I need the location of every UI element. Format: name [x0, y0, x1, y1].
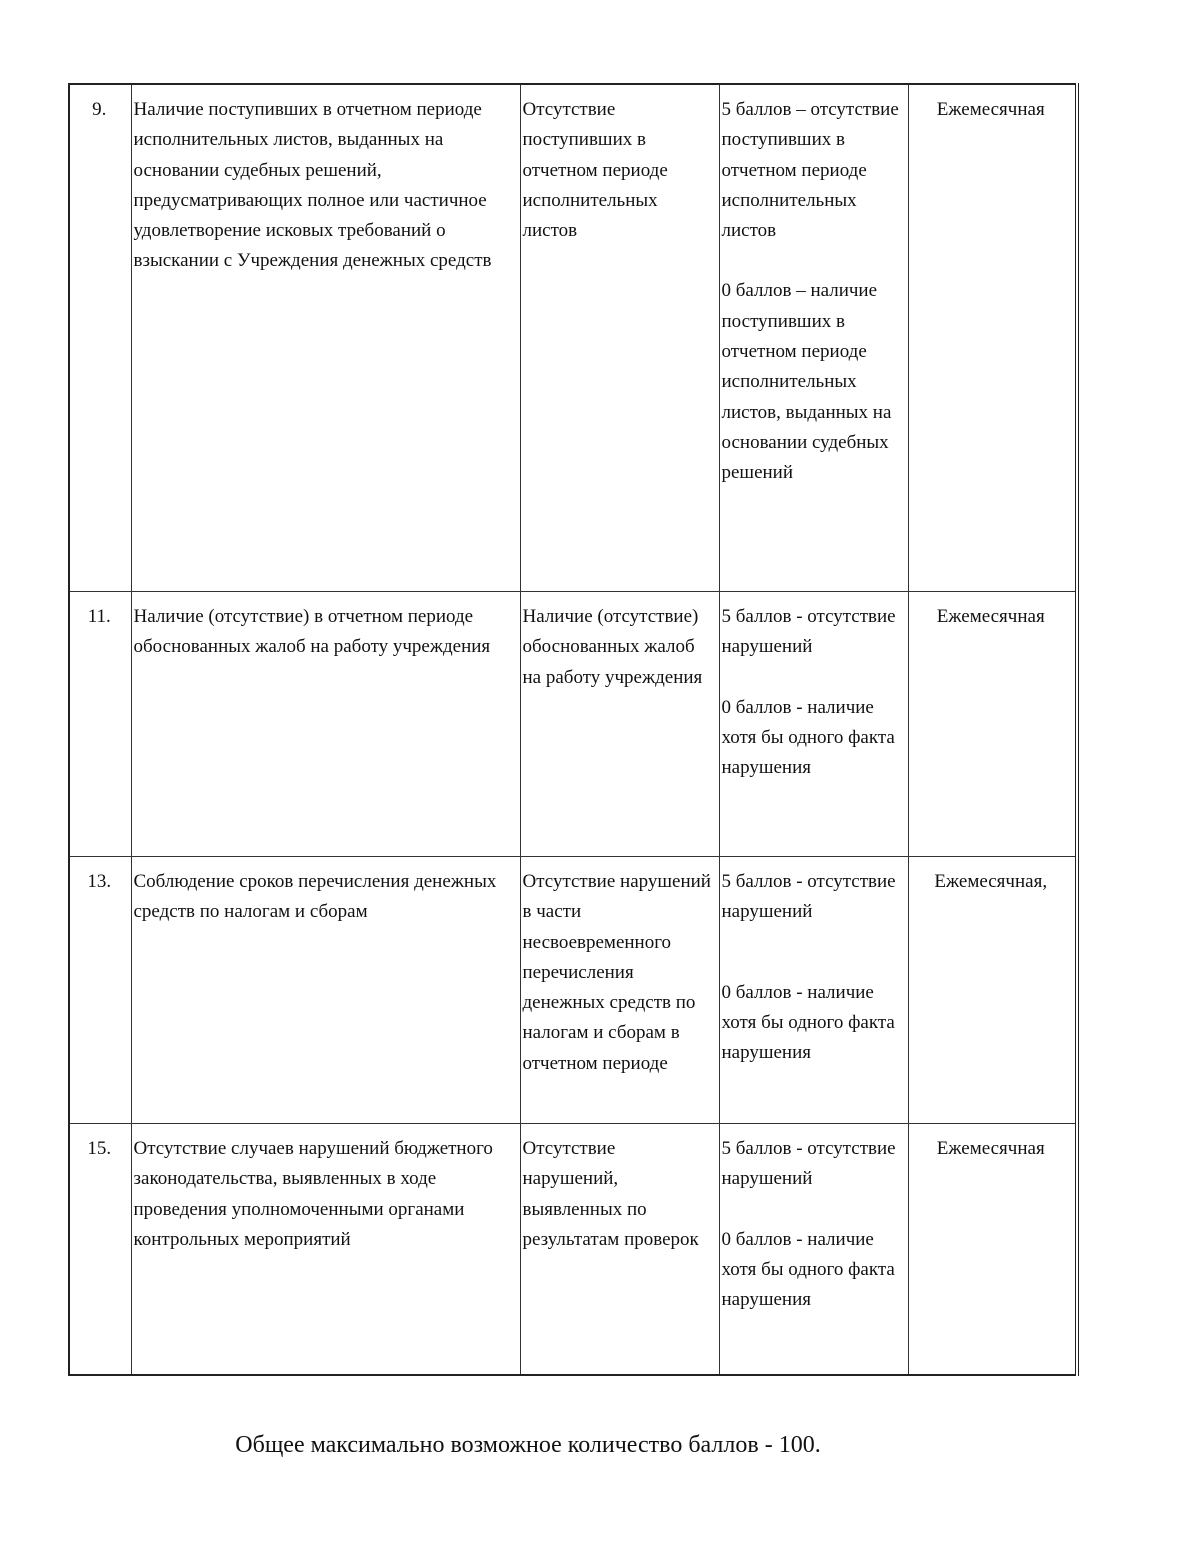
criterion-score [719, 857, 908, 1124]
score-max: 5 баллов - отсутствие нарушений [721, 1138, 896, 1190]
criterion-frequency: Ежемесячная [908, 1124, 1077, 1376]
table-row [69, 592, 1077, 857]
criterion-name: Соблюдение сроков перечисления денежных средств по налогам и сборам [131, 857, 520, 1124]
row-number: 9. [69, 84, 131, 592]
table-row [69, 84, 1077, 592]
score-min: 0 баллов - наличие хотя бы одного факта нарушения [721, 1228, 895, 1311]
table-row [69, 1124, 1077, 1376]
table-row [69, 857, 1077, 1124]
criterion-frequency: Ежемесячная [908, 592, 1077, 857]
criterion-frequency: Ежемесячная, [908, 857, 1077, 1124]
score-max: 5 баллов - отсутствие нарушений [721, 871, 896, 923]
row-number: 11. [69, 592, 131, 857]
criterion-score [719, 1124, 908, 1376]
criterion-description: Отсутствие нарушений в части несвоевременного перечисления денежных средств по налогам и сборам в отчетном периоде [520, 857, 719, 1124]
score-max: 5 баллов – отсутствие поступивших в отчетном периоде исполнительных листов [721, 99, 899, 242]
row-number: 13. [69, 857, 131, 1124]
criterion-score [719, 84, 908, 592]
criterion-score [719, 592, 908, 857]
criterion-description: Отсутствие поступивших в отчетном периоде исполнительных листов [520, 84, 719, 592]
criteria-table [68, 83, 1079, 1376]
criterion-description: Отсутствие нарушений, выявленных по результатам проверок [520, 1124, 719, 1376]
criterion-name: Наличие (отсутствие) в отчетном периоде обоснованных жалоб на работу учреждения [131, 592, 520, 857]
criterion-name: Наличие поступивших в отчетном периоде исполнительных листов, выданных на основании судебных решений, предусматривающих полное или частичное удовлетворение исковых требований о взыскании с Учреждения денежных средств [131, 84, 520, 592]
score-max: 5 баллов - отсутствие нарушений [721, 606, 896, 658]
criterion-description: Наличие (отсутствие) обоснованных жалоб на работу учреждения [520, 592, 719, 857]
criterion-name: Отсутствие случаев нарушений бюджетного законодательства, выявленных в ходе проведения уполномоченными органами контрольных мероприятий [131, 1124, 520, 1376]
row-number: 15. [69, 1124, 131, 1376]
total-score-note: Общее максимально возможное количество баллов - 100. [235, 1432, 821, 1458]
score-min: 0 баллов – наличие поступивших в отчетном периоде исполнительных листов, выданных на основании судебных решений [721, 280, 892, 484]
score-min: 0 баллов - наличие хотя бы одного факта нарушения [721, 696, 895, 779]
score-min: 0 баллов - наличие хотя бы одного факта нарушения [721, 981, 895, 1064]
criterion-frequency: Ежемесячная [908, 84, 1077, 592]
